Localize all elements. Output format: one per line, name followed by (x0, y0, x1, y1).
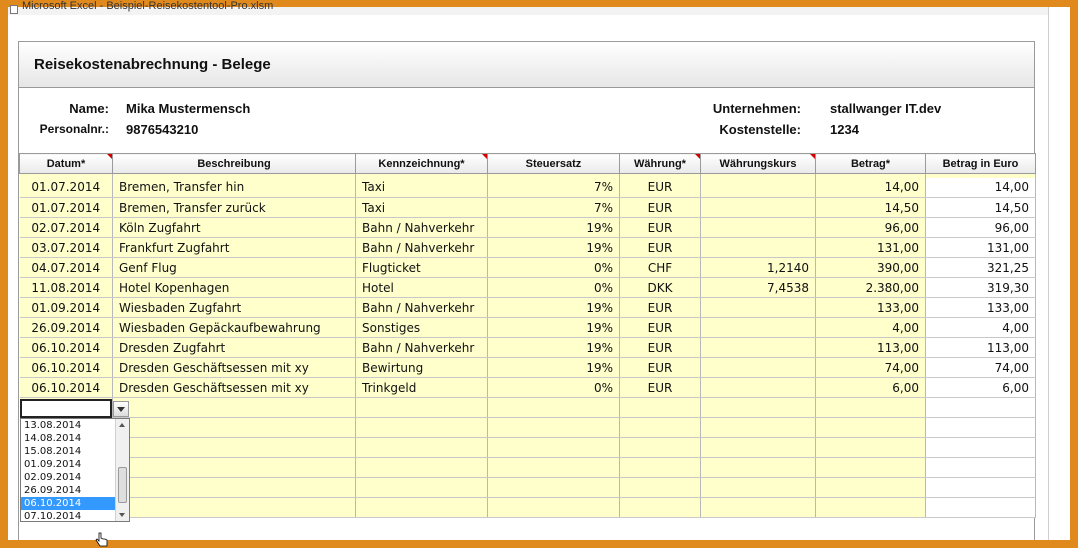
cell-betrag[interactable]: 4,00 (816, 318, 926, 338)
cell-kennzeichnung[interactable]: Hotel (356, 278, 488, 298)
sheet-title: Reisekostenabrechnung - Belege (34, 56, 271, 73)
empty-cell[interactable] (620, 498, 701, 518)
cell-beschreibung[interactable]: Bremen, Transfer zurück (113, 198, 356, 218)
cell-steuersatz[interactable]: 19% (488, 298, 620, 318)
empty-cell[interactable] (113, 458, 356, 478)
col-header-steuersatz[interactable]: Steuersatz (488, 154, 620, 174)
table-row (20, 178, 1036, 198)
cell-betrag[interactable]: 96,00 (816, 218, 926, 238)
cell-kennzeichnung[interactable]: Sonstiges (356, 318, 488, 338)
empty-cell[interactable] (356, 418, 488, 438)
cell-beschreibung[interactable]: Köln Zugfahrt (113, 218, 356, 238)
empty-cell[interactable] (816, 398, 926, 418)
cell-beschreibung[interactable]: Genf Flug (113, 258, 356, 278)
empty-cell[interactable] (926, 418, 1036, 438)
empty-cell[interactable] (356, 478, 488, 498)
cell-betrag-euro[interactable]: 14,50 (926, 198, 1036, 218)
cell-steuersatz[interactable]: 7% (488, 178, 620, 198)
cell-kennzeichnung[interactable]: Bahn / Nahverkehr (356, 338, 488, 358)
cell-betrag[interactable]: 133,00 (816, 298, 926, 318)
dropdown-option[interactable]: 07.10.2014 (24, 511, 82, 522)
cell-waehrungskurs[interactable] (701, 238, 816, 258)
empty-cell[interactable] (488, 498, 620, 518)
cell-betrag-euro[interactable]: 133,00 (926, 298, 1036, 318)
date-dropdown-list[interactable] (20, 418, 130, 522)
dropdown-option[interactable]: 15.08.2014 (24, 446, 82, 457)
empty-cell[interactable] (926, 438, 1036, 458)
cell-kennzeichnung[interactable]: Taxi (356, 198, 488, 218)
empty-cell[interactable] (926, 498, 1036, 518)
empty-cell[interactable] (620, 418, 701, 438)
cell-kennzeichnung[interactable]: Bahn / Nahverkehr (356, 238, 488, 258)
cell-steuersatz[interactable]: 19% (488, 238, 620, 258)
cell-kennzeichnung[interactable]: Trinkgeld (356, 378, 488, 398)
empty-cell[interactable] (701, 398, 816, 418)
cell-waehrung[interactable]: EUR (620, 198, 701, 218)
empty-cell[interactable] (620, 398, 701, 418)
col-header-kennzeichnung[interactable]: Kennzeichnung* (356, 154, 488, 174)
dropdown-option[interactable]: 26.09.2014 (24, 485, 82, 496)
empty-row (20, 498, 1036, 518)
table-row (20, 258, 1036, 278)
cell-steuersatz[interactable]: 19% (488, 318, 620, 338)
cell-betrag-euro[interactable]: 319,30 (926, 278, 1036, 298)
cell-betrag-euro[interactable]: 4,00 (926, 318, 1036, 338)
empty-row (20, 478, 1036, 498)
dropdown-option[interactable]: 01.09.2014 (24, 459, 82, 470)
col-header-waehrungskurs[interactable]: Währungskurs (701, 154, 816, 174)
empty-cell[interactable] (701, 478, 816, 498)
empty-cell[interactable] (113, 478, 356, 498)
sheet-header (19, 42, 1034, 88)
empty-cell[interactable] (816, 498, 926, 518)
cell-betrag[interactable]: 6,00 (816, 378, 926, 398)
table-row (20, 298, 1036, 318)
cell-datum[interactable]: 02.07.2014 (20, 218, 113, 238)
cell-beschreibung[interactable]: Hotel Kopenhagen (113, 278, 356, 298)
cell-betrag-euro[interactable]: 6,00 (926, 378, 1036, 398)
empty-cell[interactable] (926, 458, 1036, 478)
cell-kennzeichnung[interactable]: Bahn / Nahverkehr (356, 218, 488, 238)
cell-steuersatz[interactable]: 0% (488, 258, 620, 278)
table-row (20, 278, 1036, 298)
empty-cell[interactable] (701, 438, 816, 458)
cell-kennzeichnung[interactable]: Taxi (356, 178, 488, 198)
cell-waehrung[interactable]: DKK (620, 278, 701, 298)
empty-cell[interactable] (816, 438, 926, 458)
cell-betrag[interactable]: 2.380,00 (816, 278, 926, 298)
cell-kennzeichnung[interactable]: Bewirtung (356, 358, 488, 378)
window-right-edge (1048, 7, 1070, 540)
cost-center-label: Kostenstelle: (719, 122, 801, 137)
comment-marker-icon (810, 154, 815, 159)
table-row (20, 358, 1036, 378)
table-row (20, 318, 1036, 338)
table-body (20, 174, 1036, 518)
cell-waehrungskurs[interactable] (701, 218, 816, 238)
empty-cell[interactable] (701, 458, 816, 478)
cell-betrag-euro[interactable]: 321,25 (926, 258, 1036, 278)
empty-cell[interactable] (816, 478, 926, 498)
table-row (20, 378, 1036, 398)
excel-file-icon (10, 5, 18, 14)
personalnr-value: 9876543210 (126, 122, 199, 137)
cell-betrag[interactable]: 14,00 (816, 178, 926, 198)
cost-center-value: 1234 (830, 122, 859, 137)
empty-cell[interactable] (701, 498, 816, 518)
empty-cell[interactable] (113, 398, 356, 418)
cell-steuersatz[interactable]: 0% (488, 378, 620, 398)
cell-beschreibung[interactable]: Bremen, Transfer hin (113, 178, 356, 198)
cell-waehrungskurs[interactable] (701, 298, 816, 318)
table-row (20, 238, 1036, 258)
empty-cell[interactable] (816, 418, 926, 438)
col-header-betrag-euro[interactable]: Betrag in Euro (926, 154, 1036, 174)
cell-waehrung[interactable]: EUR (620, 358, 701, 378)
cell-betrag[interactable]: 113,00 (816, 338, 926, 358)
cell-waehrung[interactable]: EUR (620, 238, 701, 258)
cell-beschreibung[interactable]: Frankfurt Zugfahrt (113, 238, 356, 258)
empty-cell[interactable] (620, 438, 701, 458)
col-header-waehrung[interactable]: Währung* (620, 154, 701, 174)
cell-betrag-euro[interactable]: 131,00 (926, 238, 1036, 258)
cell-steuersatz[interactable]: 7% (488, 198, 620, 218)
cell-beschreibung[interactable]: Dresden Zugfahrt (113, 338, 356, 358)
cell-betrag-euro[interactable]: 96,00 (926, 218, 1036, 238)
empty-cell[interactable] (113, 418, 356, 438)
empty-cell[interactable] (488, 418, 620, 438)
empty-cell[interactable] (816, 458, 926, 478)
dropdown-option[interactable]: 02.09.2014 (24, 472, 82, 483)
excel-window (8, 0, 1070, 540)
cell-datum[interactable]: 26.09.2014 (20, 318, 113, 338)
cell-steuersatz[interactable]: 19% (488, 358, 620, 378)
empty-row (20, 398, 1036, 418)
cell-steuersatz[interactable]: 0% (488, 278, 620, 298)
dropdown-option[interactable]: 13.08.2014 (24, 420, 82, 431)
cell-waehrung[interactable]: EUR (620, 218, 701, 238)
cell-kennzeichnung[interactable]: Bahn / Nahverkehr (356, 298, 488, 318)
table-row (20, 338, 1036, 358)
empty-row (20, 438, 1036, 458)
table-row (20, 218, 1036, 238)
table-row (20, 198, 1036, 218)
empty-cell[interactable] (356, 438, 488, 458)
name-value: Mika Mustermensch (126, 101, 251, 116)
cell-betrag-euro[interactable]: 113,00 (926, 338, 1036, 358)
empty-row (20, 458, 1036, 478)
cell-datum[interactable]: 03.07.2014 (20, 238, 113, 258)
cell-beschreibung[interactable]: Wiesbaden Zugfahrt (113, 298, 356, 318)
company-value: stallwanger IT.dev (830, 101, 942, 116)
cell-beschreibung[interactable]: Dresden Geschäftsessen mit xy (113, 358, 356, 378)
cell-waehrungskurs[interactable] (701, 358, 816, 378)
empty-cell[interactable] (926, 398, 1036, 418)
empty-cell[interactable] (113, 438, 356, 458)
cell-beschreibung[interactable]: Dresden Geschäftsessen mit xy (113, 378, 356, 398)
empty-cell[interactable] (356, 398, 488, 418)
empty-row (20, 418, 1036, 438)
chevron-down-icon (117, 407, 125, 412)
empty-cell[interactable] (488, 458, 620, 478)
scroll-down-icon[interactable] (119, 513, 125, 517)
col-header-beschreibung[interactable]: Beschreibung (113, 154, 356, 174)
cell-kennzeichnung[interactable]: Flugticket (356, 258, 488, 278)
comment-marker-icon (695, 154, 700, 159)
cell-datum[interactable]: 04.07.2014 (20, 258, 113, 278)
cell-waehrungskurs[interactable] (701, 378, 816, 398)
active-cell-editor[interactable] (20, 399, 112, 418)
cell-datum[interactable]: 11.08.2014 (20, 278, 113, 298)
empty-cell[interactable] (488, 478, 620, 498)
cell-betrag[interactable]: 131,00 (816, 238, 926, 258)
cell-datum[interactable]: 01.07.2014 (20, 198, 113, 218)
personalnr-label: Personalnr.: (39, 122, 109, 136)
cell-waehrung[interactable]: EUR (620, 178, 701, 198)
cell-steuersatz[interactable]: 19% (488, 218, 620, 238)
cell-waehrungskurs[interactable]: 7,4538 (701, 278, 816, 298)
cell-datum[interactable]: 01.07.2014 (20, 178, 113, 198)
window-titlebar (8, 0, 1070, 15)
cell-betrag[interactable]: 390,00 (816, 258, 926, 278)
name-label: Name: (69, 101, 109, 116)
cell-waehrung[interactable]: EUR (620, 338, 701, 358)
hand-cursor-icon (95, 532, 109, 548)
dropdown-option[interactable]: 14.08.2014 (24, 433, 82, 444)
dropdown-button[interactable] (113, 401, 129, 417)
cell-waehrung[interactable]: EUR (620, 298, 701, 318)
cell-waehrungskurs[interactable] (701, 338, 816, 358)
comment-marker-icon (482, 154, 487, 159)
dropdown-scrollbar[interactable] (115, 419, 129, 521)
empty-cell[interactable] (620, 458, 701, 478)
cell-datum[interactable]: 06.10.2014 (20, 358, 113, 378)
col-header-datum[interactable]: Datum* (20, 154, 113, 174)
col-header-betrag[interactable]: Betrag* (816, 154, 926, 174)
cell-datum[interactable]: 01.09.2014 (20, 298, 113, 318)
cell-waehrungskurs[interactable]: 1,2140 (701, 258, 816, 278)
empty-cell[interactable] (926, 478, 1036, 498)
cell-waehrung[interactable]: EUR (620, 318, 701, 338)
cell-betrag-euro[interactable]: 14,00 (926, 178, 1036, 198)
cell-betrag[interactable]: 74,00 (816, 358, 926, 378)
cell-waehrungskurs[interactable] (701, 178, 816, 198)
table-header-row (20, 154, 1036, 174)
receipts-table (19, 153, 1036, 518)
empty-cell[interactable] (620, 478, 701, 498)
worksheet (18, 41, 1035, 540)
empty-cell[interactable] (701, 418, 816, 438)
cell-datum[interactable]: 06.10.2014 (20, 338, 113, 358)
scroll-up-icon[interactable] (119, 423, 125, 427)
cell-datum[interactable]: 06.10.2014 (20, 378, 113, 398)
cell-waehrung[interactable]: EUR (620, 378, 701, 398)
cell-betrag-euro[interactable]: 74,00 (926, 358, 1036, 378)
empty-cell[interactable] (488, 438, 620, 458)
empty-cell[interactable] (488, 398, 620, 418)
cell-waehrungskurs[interactable] (701, 198, 816, 218)
scroll-thumb[interactable] (118, 467, 127, 503)
cell-steuersatz[interactable]: 19% (488, 338, 620, 358)
company-label: Unternehmen: (712, 101, 801, 116)
empty-cell[interactable] (356, 458, 488, 478)
window-title: Microsoft Excel - Beispiel-Reisekostentool-Pro.xlsm (22, 0, 274, 12)
dropdown-option[interactable]: 06.10.2014 (21, 497, 115, 510)
cell-waehrungskurs[interactable] (701, 318, 816, 338)
cell-waehrung[interactable]: CHF (620, 258, 701, 278)
empty-cell[interactable] (356, 498, 488, 518)
cell-betrag[interactable]: 14,50 (816, 198, 926, 218)
cell-beschreibung[interactable]: Wiesbaden Gepäckaufbewahrung (113, 318, 356, 338)
empty-cell[interactable] (113, 498, 356, 518)
comment-marker-icon (107, 154, 112, 159)
